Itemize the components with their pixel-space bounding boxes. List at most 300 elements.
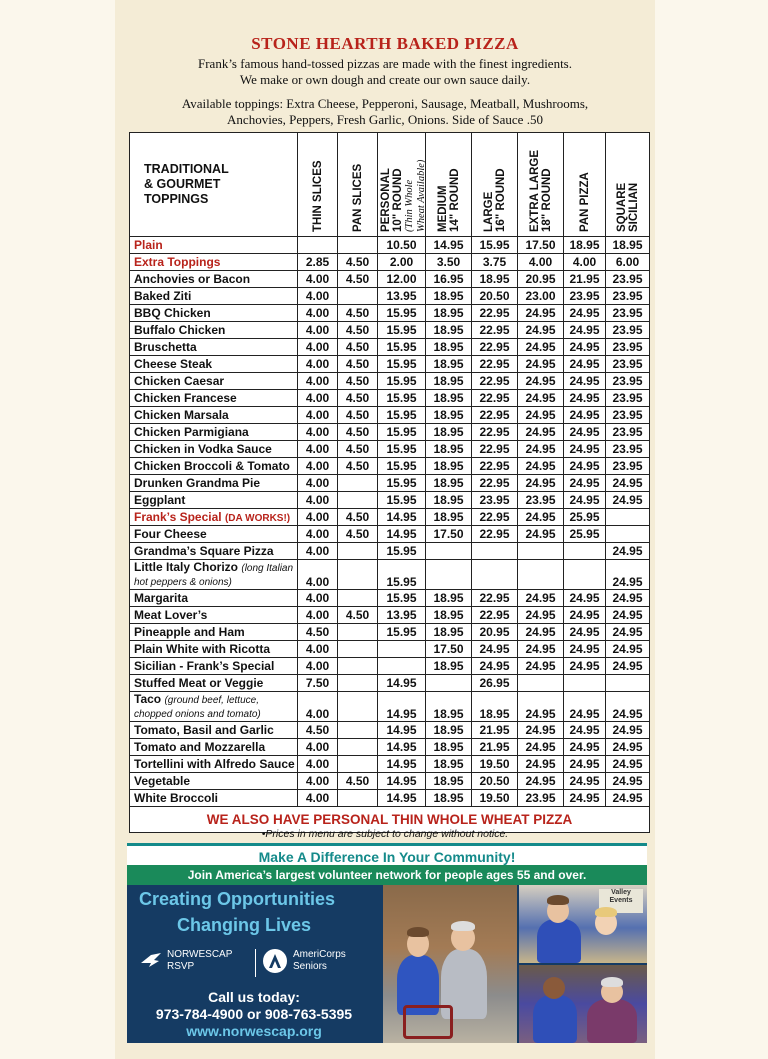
price-cell: 22.95: [472, 339, 518, 356]
price-cell: [472, 543, 518, 560]
price-cell: 14.95: [378, 790, 426, 807]
price-cell: 14.95: [378, 739, 426, 756]
price-cell: 24.95: [564, 492, 606, 509]
item-name: Cheese Steak: [130, 356, 298, 373]
price-cell: [338, 475, 378, 492]
price-cell: [338, 288, 378, 305]
price-cell: 15.95: [378, 590, 426, 607]
price-cell: 22.95: [472, 356, 518, 373]
price-cell: 4.00: [298, 441, 338, 458]
price-cell: 23.95: [606, 458, 650, 475]
table-row: [130, 475, 650, 492]
price-cell: 4.00: [298, 492, 338, 509]
table-row: [130, 305, 650, 322]
available-toppings: [115, 96, 655, 128]
column-header: THIN SLICES: [298, 133, 338, 237]
price-cell: 4.00: [298, 509, 338, 526]
price-cell: 4.50: [338, 458, 378, 475]
price-cell: 15.95: [472, 237, 518, 254]
price-cell: 2.85: [298, 254, 338, 271]
price-cell: 22.95: [472, 441, 518, 458]
price-cell: 24.95: [518, 424, 564, 441]
price-cell: 12.00: [378, 271, 426, 288]
price-cell: 24.95: [606, 641, 650, 658]
price-cell: 22.95: [472, 407, 518, 424]
price-cell: [338, 641, 378, 658]
price-cell: 14.95: [378, 526, 426, 543]
price-cell: 6.00: [606, 254, 650, 271]
table-row: [130, 407, 650, 424]
table-row: [130, 237, 650, 254]
table-row: [130, 288, 650, 305]
price-cell: 4.00: [298, 543, 338, 560]
price-cell: [564, 560, 606, 590]
price-cell: 18.95: [472, 271, 518, 288]
table-row: [130, 641, 650, 658]
price-cell: 24.95: [518, 590, 564, 607]
column-header: MEDIUM 14" ROUND: [426, 133, 472, 237]
whole-wheat-note: WE ALSO HAVE PERSONAL THIN WHOLE WHEAT PIZZA: [130, 807, 650, 833]
americorps-logo: AmeriCorps Seniors: [263, 949, 346, 973]
price-cell: 19.50: [472, 756, 518, 773]
item-name: Little Italy Chorizo (long Italian hot peppers & onions): [130, 560, 298, 590]
price-cell: 24.95: [606, 607, 650, 624]
price-cell: 23.95: [606, 339, 650, 356]
table-row: [130, 254, 650, 271]
price-cell: 25.95: [564, 526, 606, 543]
price-cell: 21.95: [564, 271, 606, 288]
price-cell: 4.50: [338, 407, 378, 424]
price-cell: 4.00: [564, 254, 606, 271]
item-name: Taco (ground beef, lettuce, chopped onions and tomato): [130, 692, 298, 722]
price-cell: 4.50: [338, 509, 378, 526]
price-cell: 18.95: [606, 237, 650, 254]
price-cell: 4.50: [338, 773, 378, 790]
ad-text-panel: [127, 885, 381, 1043]
price-cell: 24.95: [606, 492, 650, 509]
bird-icon: [139, 949, 163, 973]
price-cell: 23.95: [606, 373, 650, 390]
price-cell: 4.00: [298, 322, 338, 339]
table-row: [130, 658, 650, 675]
price-cell: 24.95: [606, 560, 650, 590]
price-cell: [606, 509, 650, 526]
item-name: Tomato, Basil and Garlic: [130, 722, 298, 739]
table-row: [130, 560, 650, 590]
price-cell: 4.00: [298, 356, 338, 373]
price-cell: 18.95: [426, 458, 472, 475]
price-cell: 4.00: [298, 590, 338, 607]
price-cell: 24.95: [518, 624, 564, 641]
price-cell: 4.50: [298, 624, 338, 641]
price-cell: 22.95: [472, 526, 518, 543]
table-row: [130, 424, 650, 441]
price-cell: 18.95: [426, 790, 472, 807]
item-name: Tomato and Mozzarella: [130, 739, 298, 756]
price-cell: 4.00: [298, 288, 338, 305]
price-cell: 26.95: [472, 675, 518, 692]
price-cell: 19.50: [472, 790, 518, 807]
price-cell: 24.95: [564, 790, 606, 807]
item-name: Grandma’s Square Pizza: [130, 543, 298, 560]
price-cell: 18.95: [426, 305, 472, 322]
price-cell: 23.95: [606, 271, 650, 288]
ad-subheadline: Join America’s largest volunteer network for people ages 55 and over.: [127, 865, 647, 885]
price-cell: 18.95: [426, 773, 472, 790]
item-name: Chicken Marsala: [130, 407, 298, 424]
item-name: Meat Lover’s: [130, 607, 298, 624]
price-cell: 24.95: [606, 722, 650, 739]
price-cell: 24.95: [518, 475, 564, 492]
table-row: [130, 739, 650, 756]
price-cell: 14.95: [378, 675, 426, 692]
price-cell: [338, 492, 378, 509]
price-cell: 24.95: [564, 322, 606, 339]
price-cell: 24.95: [564, 739, 606, 756]
price-cell: 23.95: [606, 356, 650, 373]
price-cell: 18.95: [426, 590, 472, 607]
price-cell: 24.95: [518, 756, 564, 773]
price-cell: [338, 722, 378, 739]
price-cell: 15.95: [378, 458, 426, 475]
item-name: Chicken Parmigiana: [130, 424, 298, 441]
price-cell: 4.50: [338, 373, 378, 390]
norwescap-logo: NORWESCAP RSVP: [139, 949, 232, 973]
price-cell: 22.95: [472, 424, 518, 441]
price-cell: 20.95: [518, 271, 564, 288]
price-cell: 23.95: [606, 305, 650, 322]
price-cell: 20.95: [472, 624, 518, 641]
price-cell: 22.95: [472, 322, 518, 339]
price-cell: 4.00: [298, 641, 338, 658]
table-row: [130, 441, 650, 458]
price-cell: 18.95: [426, 509, 472, 526]
price-cell: 23.95: [518, 790, 564, 807]
price-cell: [338, 739, 378, 756]
table-row: [130, 722, 650, 739]
price-cell: 24.95: [564, 756, 606, 773]
price-cell: 23.95: [606, 424, 650, 441]
ad-slogan-1: Creating Opportunities: [139, 889, 336, 909]
events-sign: Valley Events: [599, 889, 643, 913]
table-row: [130, 509, 650, 526]
item-note: (DA WORKS!): [224, 513, 291, 524]
price-cell: 24.95: [564, 356, 606, 373]
price-cell: 23.95: [606, 322, 650, 339]
volunteer-ad: [127, 843, 647, 1043]
price-cell: 18.95: [426, 658, 472, 675]
price-cell: 14.95: [378, 509, 426, 526]
price-cell: 4.00: [298, 271, 338, 288]
price-cell: [606, 526, 650, 543]
price-cell: 7.50: [298, 675, 338, 692]
table-row: [130, 526, 650, 543]
price-cell: 24.95: [564, 305, 606, 322]
price-cell: 18.95: [426, 356, 472, 373]
price-cell: 18.95: [426, 692, 472, 722]
price-cell: 18.95: [426, 624, 472, 641]
price-cell: 4.50: [338, 356, 378, 373]
price-cell: [378, 658, 426, 675]
price-cell: 22.95: [472, 607, 518, 624]
price-cell: [518, 560, 564, 590]
price-cell: 4.00: [298, 526, 338, 543]
phone-numbers: 973-784-4900 or 908-763-5395: [155, 1006, 353, 1022]
price-cell: [338, 560, 378, 590]
price-cell: 22.95: [472, 590, 518, 607]
price-cell: [338, 237, 378, 254]
price-cell: 15.95: [378, 492, 426, 509]
price-cell: 14.95: [378, 692, 426, 722]
price-cell: 22.95: [472, 390, 518, 407]
price-cell: 24.95: [518, 739, 564, 756]
item-name: Frank’s Special (DA WORKS!): [130, 509, 298, 526]
price-cell: 18.95: [426, 339, 472, 356]
item-description: (long Italian hot peppers & onions): [134, 562, 294, 588]
price-cell: 21.95: [472, 739, 518, 756]
price-cell: 24.95: [564, 424, 606, 441]
price-cell: 24.95: [518, 607, 564, 624]
item-name: Drunken Grandma Pie: [130, 475, 298, 492]
price-disclaimer: •Prices in menu are subject to change without notice.: [261, 828, 509, 840]
price-cell: [564, 675, 606, 692]
price-cell: 4.50: [338, 322, 378, 339]
price-cell: 24.95: [518, 526, 564, 543]
item-name: Bruschetta: [130, 339, 298, 356]
item-name: Chicken Caesar: [130, 373, 298, 390]
price-cell: 4.50: [338, 441, 378, 458]
price-cell: 24.95: [606, 739, 650, 756]
item-name: BBQ Chicken: [130, 305, 298, 322]
price-cell: 18.95: [426, 492, 472, 509]
price-cell: 4.00: [298, 390, 338, 407]
price-cell: 24.95: [564, 692, 606, 722]
price-cell: 24.95: [518, 509, 564, 526]
price-cell: 4.00: [298, 790, 338, 807]
price-cell: 4.00: [298, 756, 338, 773]
price-cell: 18.95: [426, 288, 472, 305]
price-cell: 4.00: [298, 607, 338, 624]
price-cell: 4.00: [298, 424, 338, 441]
intro-text: [115, 56, 655, 88]
website-link[interactable]: www.norwescap.org: [186, 1023, 322, 1039]
item-description: (ground beef, lettuce, chopped onions and tomato): [134, 694, 261, 720]
price-cell: 24.95: [606, 658, 650, 675]
price-cell: 24.95: [606, 624, 650, 641]
price-cell: 24.95: [564, 407, 606, 424]
price-cell: 17.50: [426, 641, 472, 658]
item-name: Plain: [130, 237, 298, 254]
table-header-row: [130, 133, 650, 237]
logo-divider: [255, 949, 256, 977]
price-cell: [338, 543, 378, 560]
item-name: Plain White with Ricotta: [130, 641, 298, 658]
price-cell: 22.95: [472, 305, 518, 322]
table-row: [130, 543, 650, 560]
price-cell: 24.95: [518, 458, 564, 475]
table-row: [130, 756, 650, 773]
price-cell: [338, 675, 378, 692]
price-cell: 22.95: [472, 509, 518, 526]
toppings-line: Anchovies, Peppers, Fresh Garlic, Onions. Side of Sauce .50: [227, 112, 543, 127]
price-cell: [338, 756, 378, 773]
price-cell: 15.95: [378, 339, 426, 356]
price-cell: 25.95: [564, 509, 606, 526]
price-cell: 14.95: [378, 756, 426, 773]
price-cell: 24.95: [564, 658, 606, 675]
price-cell: 15.95: [378, 543, 426, 560]
price-cell: 24.95: [564, 475, 606, 492]
column-header: SQUARE SICILIAN: [606, 133, 650, 237]
table-row: [130, 271, 650, 288]
price-cell: 24.95: [518, 407, 564, 424]
table-corner-header: TRADITIONAL & GOURMET TOPPINGS: [130, 133, 298, 237]
price-cell: 18.95: [426, 407, 472, 424]
price-cell: [606, 675, 650, 692]
price-cell: 23.95: [606, 407, 650, 424]
price-cell: 4.50: [298, 722, 338, 739]
price-cell: [426, 543, 472, 560]
price-cell: 24.95: [518, 658, 564, 675]
price-cell: 23.95: [472, 492, 518, 509]
price-cell: 18.95: [426, 322, 472, 339]
price-cell: 15.95: [378, 441, 426, 458]
volunteer-photo-walker: [383, 885, 517, 1043]
price-cell: 15.95: [378, 373, 426, 390]
price-cell: 17.50: [426, 526, 472, 543]
price-cell: 20.50: [472, 288, 518, 305]
column-header: PAN PIZZA: [564, 133, 606, 237]
item-name: Chicken in Vodka Sauce: [130, 441, 298, 458]
item-name: Vegetable: [130, 773, 298, 790]
ad-contact: [127, 989, 381, 1040]
price-cell: 15.95: [378, 624, 426, 641]
item-name: Pineapple and Ham: [130, 624, 298, 641]
price-cell: 24.95: [518, 322, 564, 339]
price-cell: 4.00: [298, 739, 338, 756]
price-cell: 2.00: [378, 254, 426, 271]
price-cell: 4.00: [298, 658, 338, 675]
item-name: White Broccoli: [130, 790, 298, 807]
item-name: Anchovies or Bacon: [130, 271, 298, 288]
price-cell: 24.95: [472, 658, 518, 675]
price-cell: 24.95: [518, 356, 564, 373]
call-label: Call us today:: [208, 989, 300, 1005]
table-row: [130, 356, 650, 373]
price-cell: 4.50: [338, 390, 378, 407]
price-cell: 24.95: [564, 722, 606, 739]
price-cell: 22.95: [472, 458, 518, 475]
price-cell: 24.95: [606, 475, 650, 492]
item-name: Stuffed Meat or Veggie: [130, 675, 298, 692]
price-cell: 24.95: [564, 339, 606, 356]
price-cell: 16.95: [426, 271, 472, 288]
price-cell: [426, 560, 472, 590]
price-cell: [338, 692, 378, 722]
price-cell: [338, 658, 378, 675]
price-cell: 3.75: [472, 254, 518, 271]
price-cell: 4.00: [298, 773, 338, 790]
price-cell: [518, 543, 564, 560]
price-cell: 14.95: [378, 773, 426, 790]
price-cell: 24.95: [518, 305, 564, 322]
item-name: Eggplant: [130, 492, 298, 509]
price-cell: 20.50: [472, 773, 518, 790]
price-cell: 4.00: [298, 475, 338, 492]
price-cell: 15.95: [378, 322, 426, 339]
price-cell: 23.95: [564, 288, 606, 305]
table-row: [130, 773, 650, 790]
price-cell: 18.95: [426, 373, 472, 390]
price-cell: 23.95: [606, 390, 650, 407]
price-cell: 24.95: [606, 543, 650, 560]
price-cell: 18.95: [426, 722, 472, 739]
item-name: Baked Ziti: [130, 288, 298, 305]
price-cell: 21.95: [472, 722, 518, 739]
price-cell: 24.95: [518, 390, 564, 407]
price-cell: 24.95: [564, 624, 606, 641]
price-cell: 4.00: [518, 254, 564, 271]
price-cell: 24.95: [518, 441, 564, 458]
price-cell: 4.50: [338, 424, 378, 441]
ad-logos: [139, 949, 369, 979]
price-cell: [472, 560, 518, 590]
price-cell: 15.95: [378, 356, 426, 373]
price-cell: 24.95: [606, 692, 650, 722]
price-cell: 24.95: [564, 390, 606, 407]
ad-headline: Make A Difference In Your Community!: [127, 843, 647, 865]
price-cell: 3.50: [426, 254, 472, 271]
table-row: [130, 339, 650, 356]
price-cell: 24.95: [472, 641, 518, 658]
price-cell: 24.95: [606, 756, 650, 773]
item-name: Chicken Broccoli & Tomato: [130, 458, 298, 475]
price-cell: 13.95: [378, 288, 426, 305]
price-cell: 4.50: [338, 254, 378, 271]
price-cell: 18.95: [426, 390, 472, 407]
price-cell: [426, 675, 472, 692]
column-header: LARGE 16" ROUND: [472, 133, 518, 237]
price-cell: 23.95: [606, 441, 650, 458]
price-cell: 18.95: [426, 739, 472, 756]
price-cell: 15.95: [378, 560, 426, 590]
item-name: Tortellini with Alfredo Sauce: [130, 756, 298, 773]
price-cell: 24.95: [564, 641, 606, 658]
price-cell: 24.95: [518, 722, 564, 739]
price-cell: 24.95: [606, 773, 650, 790]
price-table: [129, 132, 650, 833]
toppings-line: Available toppings: Extra Cheese, Pepperoni, Sausage, Meatball, Mushrooms,: [181, 96, 589, 111]
price-cell: 18.95: [426, 424, 472, 441]
price-cell: 24.95: [518, 339, 564, 356]
price-cell: 24.95: [518, 692, 564, 722]
price-cell: 24.95: [518, 373, 564, 390]
price-cell: 18.95: [426, 607, 472, 624]
price-cell: 24.95: [564, 458, 606, 475]
price-cell: 24.95: [564, 441, 606, 458]
americorps-a-icon: [263, 949, 287, 973]
volunteer-photo-visit: [519, 965, 647, 1043]
price-cell: 18.95: [564, 237, 606, 254]
item-name: Four Cheese: [130, 526, 298, 543]
table-row: [130, 458, 650, 475]
price-cell: 24.95: [606, 590, 650, 607]
price-cell: 14.95: [426, 237, 472, 254]
menu-title: STONE HEARTH BAKED PIZZA: [251, 34, 519, 53]
price-cell: 4.50: [338, 305, 378, 322]
price-cell: 13.95: [378, 607, 426, 624]
price-cell: 24.95: [518, 773, 564, 790]
